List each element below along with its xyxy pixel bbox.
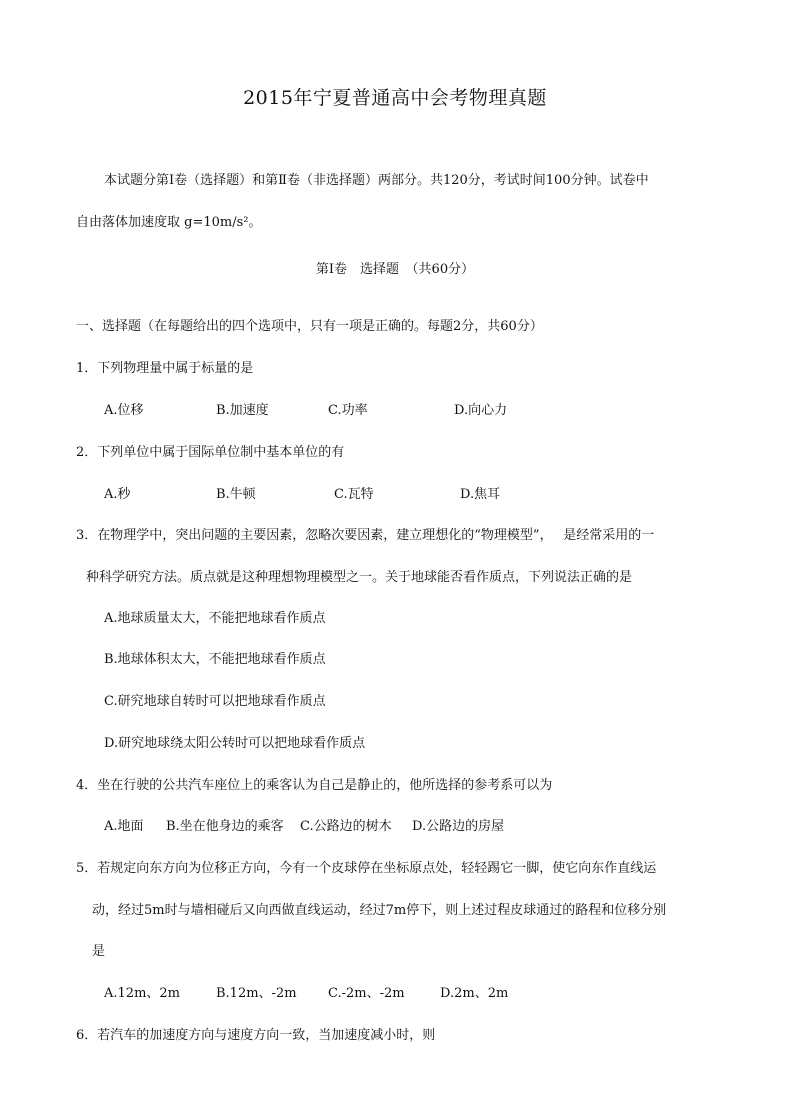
question-3-option-b: B.地球体积太大，不能把地球看作质点: [104, 652, 326, 667]
question-1-option-a: A.位移: [104, 403, 144, 418]
question-4-option-b: B.坐在他身边的乘客: [166, 819, 284, 834]
question-2-option-b: B.牛顿: [216, 487, 256, 502]
question-5-stem-line-2: 动，经过5m时与墙相碰后又向西做直线运动，经过7m停下，则上述过程皮球通过的路程和位移分别: [92, 903, 667, 918]
page-title: 2015年宁夏普通高中会考物理真题: [243, 87, 547, 109]
question-1-stem: 1．下列物理量中属于标量的是: [76, 361, 254, 376]
question-4-option-c: C.公路边的树木: [300, 819, 392, 834]
question-5-option-b: B.12m、-2m: [216, 986, 297, 1001]
intro-line-2: 自由落体加速度取 g=10m/s²。: [76, 215, 262, 230]
question-2-option-d: D.焦耳: [460, 487, 501, 502]
question-5-option-d: D.2m、2m: [440, 986, 509, 1001]
section-title: 第Ⅰ卷 选择题 （共60分）: [315, 262, 475, 277]
question-3-option-a: A.地球质量太大，不能把地球看作质点: [104, 611, 326, 626]
question-2-option-a: A.秒: [104, 487, 131, 502]
question-1-option-c: C.功率: [328, 403, 368, 418]
part1-header: 一、选择题（在每题给出的四个选项中，只有一项是正确的。每题2分，共60分）: [76, 319, 543, 334]
question-6-stem: 6．若汽车的加速度方向与速度方向一致，当加速度减小时，则: [76, 1028, 436, 1043]
question-3-option-d: D.研究地球绕太阳公转时可以把地球看作质点: [104, 736, 366, 751]
question-3-stem-line-1: 3．在物理学中，突出问题的主要因素，忽略次要因素，建立理想化的“物理模型”， 是经常采用的一: [76, 528, 655, 543]
question-5-option-c: C.-2m、-2m: [328, 986, 405, 1001]
question-3-option-c: C.研究地球自转时可以把地球看作质点: [104, 694, 326, 709]
question-4-stem: 4．坐在行驶的公共汽车座位上的乘客认为自己是静止的，他所选择的参考系可以为: [76, 778, 553, 793]
question-5-option-a: A.12m、2m: [104, 986, 180, 1001]
question-4-option-a: A.地面: [104, 819, 144, 834]
question-3-stem-line-2: 种科学研究方法。质点就是这种理想物理模型之一。关于地球能否看作质点，下列说法正确的是: [86, 570, 633, 585]
question-1-option-b: B.加速度: [216, 403, 269, 418]
question-5-stem-line-3: 是: [92, 944, 106, 959]
question-4-option-d: D.公路边的房屋: [412, 819, 505, 834]
question-5-stem-line-1: 5．若规定向东方向为位移正方向，今有一个皮球停在坐标原点处，轻轻踢它一脚，使它向东作直线运: [76, 861, 657, 876]
question-1-option-d: D.向心力: [454, 403, 508, 418]
intro-line-1: 本试题分第Ⅰ卷（选择题）和第Ⅱ卷（非选择题）两部分。共120分，考试时间100分钟。试卷中: [104, 173, 649, 188]
question-2-option-c: C.瓦特: [334, 487, 374, 502]
question-2-stem: 2．下列单位中属于国际单位制中基本单位的有: [76, 445, 345, 460]
